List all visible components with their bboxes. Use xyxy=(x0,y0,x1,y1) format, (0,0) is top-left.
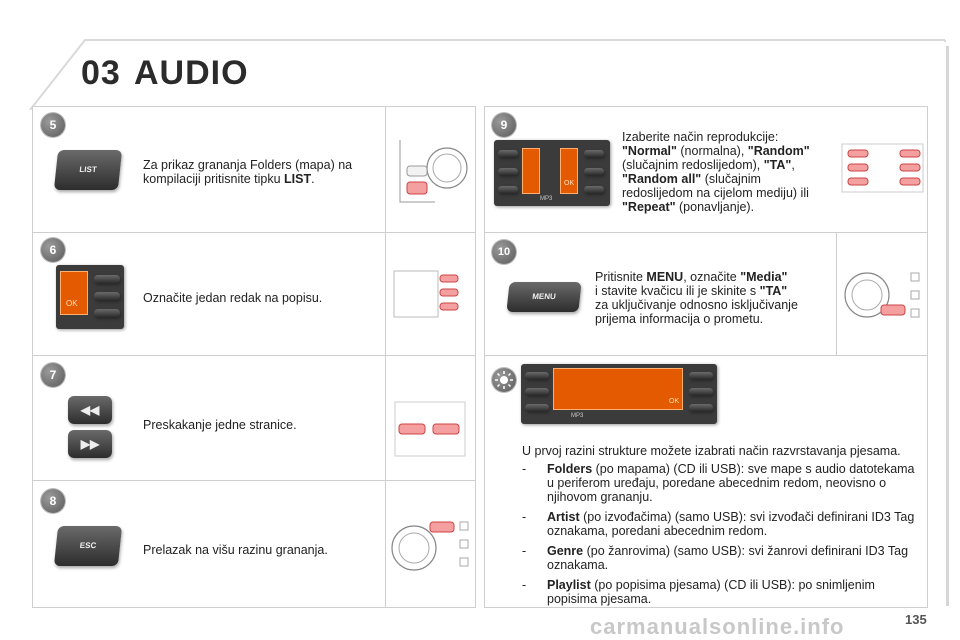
sort-screen-image: OK MP3 xyxy=(521,364,717,424)
tip-intro: U prvoj razini strukture možete izabrati način razvrstavanja pjesama. xyxy=(522,444,901,458)
step-badge-6: 6 xyxy=(41,238,65,262)
watermark: carmanualsonline.info xyxy=(590,614,845,639)
ok-screen-image xyxy=(56,265,124,329)
menu-key-label: MENU xyxy=(531,292,557,301)
left-panel-divider xyxy=(385,106,386,608)
esc-button-diagram xyxy=(390,512,472,582)
rewind-key-image: ◀◀ xyxy=(68,396,112,424)
menu-button-diagram xyxy=(843,265,923,330)
ok-label: OK xyxy=(66,299,78,308)
step-10-text: Pritisnite MENU, označite "Media" i stavite kvačicu ili je skinite s "TA" za uključivanje odnosno isključivanje prijema informacija o prometu. xyxy=(595,270,798,326)
chapter-title: AUDIO xyxy=(134,54,249,92)
step-5-text: Za prikaz grananja Folders (mapa) na kompilaciji pritisnite tipku LIST. xyxy=(143,158,353,186)
list-key-label: LIST xyxy=(78,165,98,174)
step-badge-10: 10 xyxy=(492,240,516,264)
display-buttons-diagram xyxy=(392,265,467,325)
step-badge-9: 9 xyxy=(492,113,516,137)
page-edge-bar xyxy=(946,46,949,606)
forward-key-image: ▶▶ xyxy=(68,430,112,458)
row-divider xyxy=(32,480,476,481)
menu-key-image xyxy=(506,282,581,312)
row-divider xyxy=(32,355,476,356)
esc-key-label: ESC xyxy=(79,541,97,550)
step-6-text: Označite jedan redak na popisu. xyxy=(143,291,323,305)
step-badge-7: 7 xyxy=(41,363,65,387)
tip-badge xyxy=(492,368,516,392)
radio-list-diagram xyxy=(395,130,470,212)
page-number: 135 xyxy=(905,612,927,627)
step-7-text: Preskakanje jedne stranice. xyxy=(143,418,297,432)
row-divider xyxy=(484,355,928,356)
list-key-image xyxy=(54,150,122,190)
chapter-number: 03 xyxy=(81,54,121,92)
list-item: - Artist (po izvođačima) (samo USB): svi izvođači definirani ID3 Tag oznakama, poredani abecednim redom. xyxy=(522,510,915,538)
sun-icon xyxy=(492,368,516,392)
list-item: - Playlist (po popisima pjesama) (CD ili USB): po snimljenim popisima pjesama. xyxy=(522,578,875,606)
row-divider xyxy=(32,232,476,233)
mode-screen-image: OK MP3 xyxy=(494,140,610,206)
step-9-text: Izaberite način reprodukcije: "Normal" (normalna), "Random" (slučajnim redoslijedom), "TA", "Random all" (slučajnim redoslijedom na cijelom mediju) ili "Repeat" (ponavljanje). xyxy=(622,130,810,214)
list-item: - Folders (po mapama) (CD ili USB): sve mape s audio datotekama u periferom uređaju, poredane abecednim redom, neovisno o njihovom grananju. xyxy=(522,462,915,504)
step-8-text: Prelazak na višu razinu grananja. xyxy=(143,543,328,557)
right-panel-divider xyxy=(836,232,837,355)
row-divider xyxy=(484,232,928,233)
list-item: - Genre (po žanrovima) (samo USB): svi žanrovi definirani ID3 Tag oznakama. xyxy=(522,544,909,572)
sort-mode-list xyxy=(522,462,922,612)
mode-buttons-diagram xyxy=(840,142,925,194)
step-badge-5: 5 xyxy=(41,113,65,137)
esc-key-image xyxy=(54,526,122,566)
step-badge-8: 8 xyxy=(41,489,65,513)
seek-buttons-diagram xyxy=(393,392,468,462)
